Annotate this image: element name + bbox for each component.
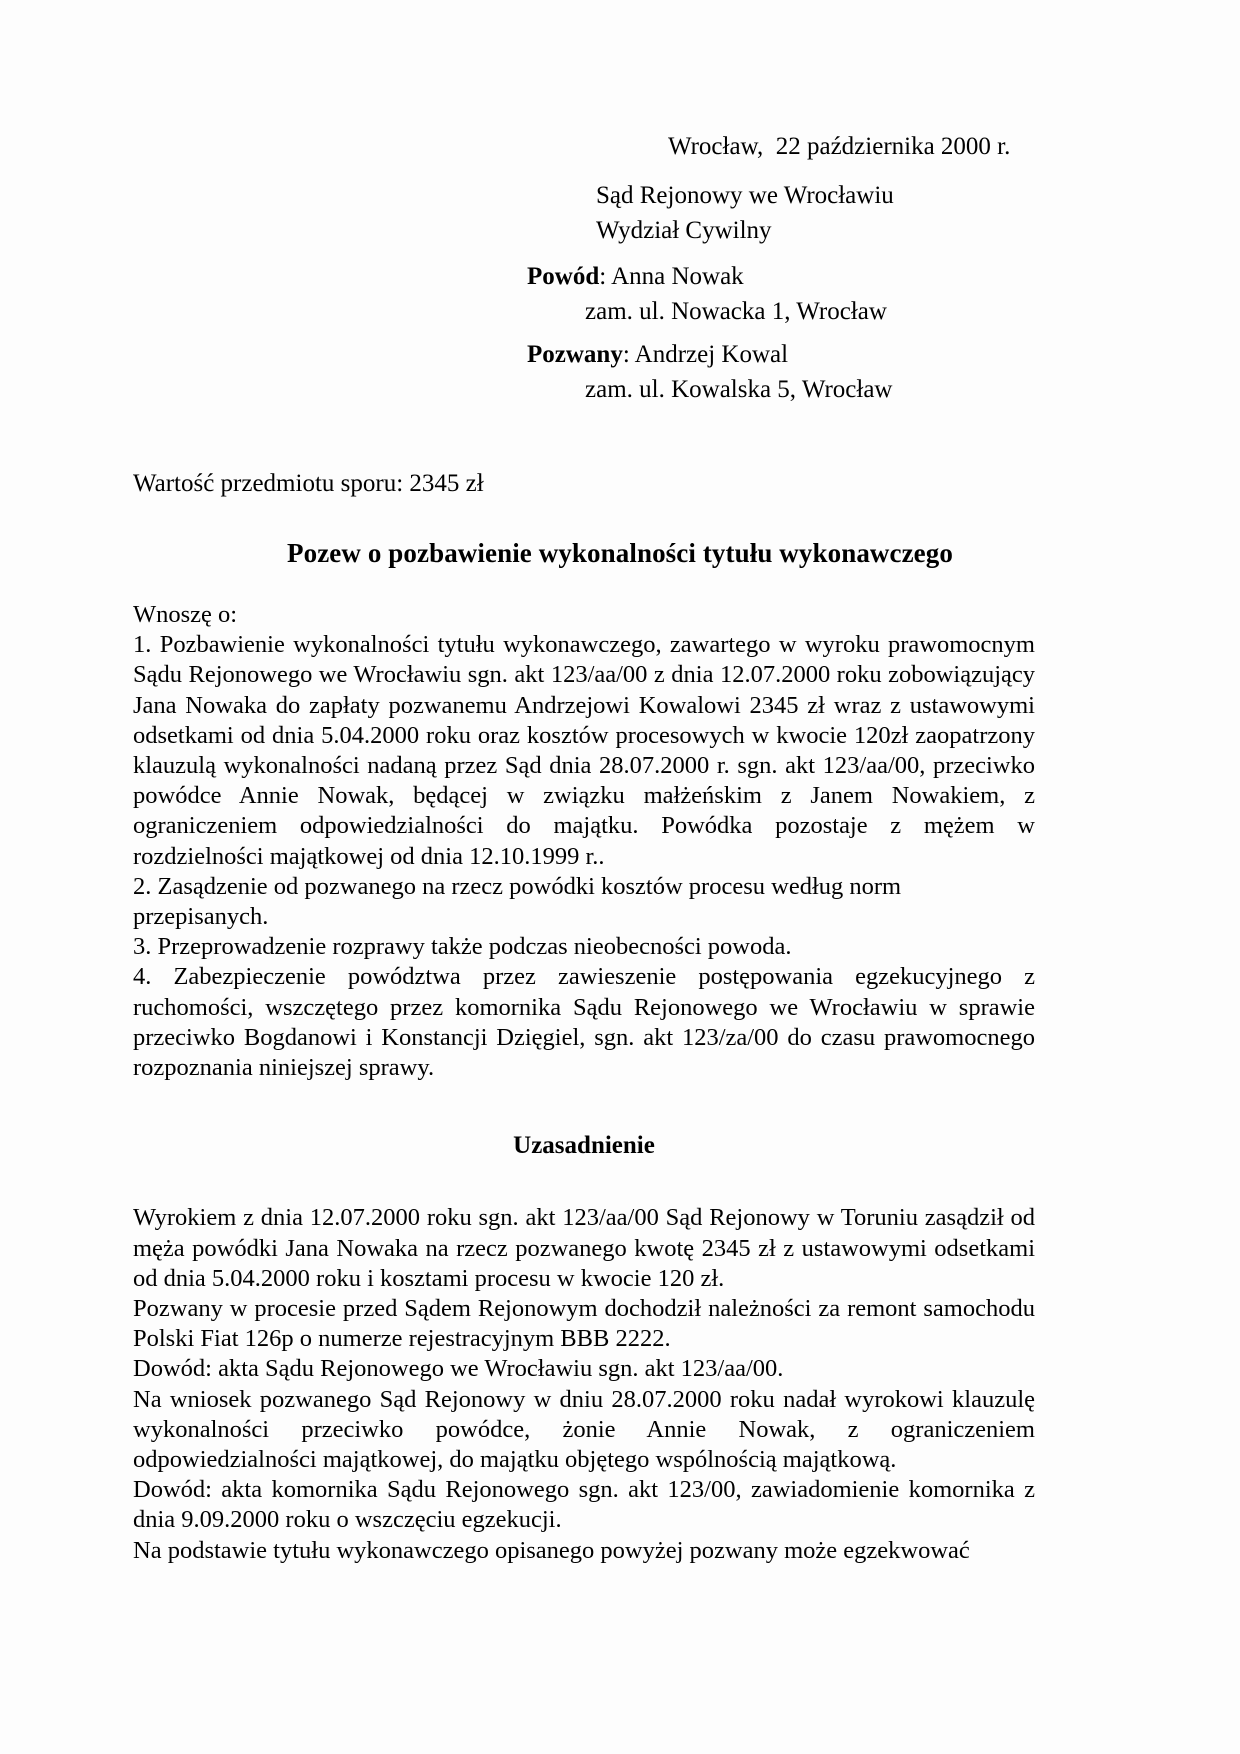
plaintiff-label-colon: :: [599, 263, 612, 290]
plaintiff-name-line: [527, 259, 1167, 294]
page-title: Pozew o pozbawienie wykonalności tytułu wykonawczego: [287, 538, 953, 568]
court-address-block: [596, 178, 1196, 248]
petition-item-3: 3. Przeprowadzenie rozprawy także podczas nieobecności powoda.: [133, 933, 792, 961]
defendant-block: [527, 337, 1167, 407]
justification-heading: Uzasadnienie: [513, 1132, 655, 1160]
claim-value: Wartość przedmiotu sporu: 2345 zł: [133, 470, 484, 497]
justification-paragraph-1: Wyrokiem z dnia 12.07.2000 roku sgn. akt 123/aa/00 Sąd Rejonowy w Toruniu zasądził od męża powódki Jana Nowaka na rzecz pozwanego kwotę 2345 zł z ustawowymi odsetkami od dnia 5.04.2000 roku i kosztami procesu w kwocie 120 zł.: [133, 1204, 1035, 1292]
petition-item-2: 2. Zasądzenie od pozwanego na rzecz powódki kosztów procesu według norm przepisanych.: [133, 872, 902, 931]
petition-intro: Wnoszę o:: [133, 601, 238, 628]
defendant-label: Pozwany: [527, 341, 623, 368]
petition-item-4: 4. Zabezpieczenie powództwa przez zawieszenie postępowania egzekucyjnego z ruchomości, wszczętego przez komornika Sądu Rejonowego we Wrocławiu w sprawie przeciwko Bogdanowi i Konstancji Dzięgiel, sgn. akt 123/za/00 do czasu prawomocnego rozpoznania niniejszej sprawy.: [133, 963, 1035, 1082]
justification-paragraph-4: Na wniosek pozwanego Sąd Rejonowy w dniu 28.07.2000 roku nadał wyrokowi klauzulę wykonalności przeciwko powódce, żonie Annie Nowak, z ograniczeniem odpowiedzialności majątkowej, do majątku objętego wspólnością majątkową.: [133, 1385, 1035, 1474]
defendant-label-colon: :: [622, 341, 635, 368]
plaintiff-label: Powód: [527, 263, 600, 290]
spacer-after-justification-heading: [133, 1161, 1035, 1203]
place-date-block: [668, 130, 1188, 164]
court-name: Sąd Rejonowy we Wrocławiu: [596, 182, 894, 209]
justification-paragraph-6: Na podstawie tytułu wykonawczego opisanego powyżej pozwany może egzekwować: [133, 1536, 970, 1564]
defendant-address: zam. ul. Kowalska 5, Wrocław: [585, 376, 893, 403]
document-body: [133, 600, 1035, 1566]
place-and-date: Wrocław, 22 października 2000 r.: [668, 133, 1011, 160]
justification-paragraph-3: Dowód: akta Sądu Rejonowego we Wrocławiu sgn. akt 123/aa/00.: [133, 1355, 784, 1383]
justification-paragraph-2: Pozwany w procesie przed Sądem Rejonowym dochodził należności za remont samochodu Polski Fiat 126p o numerze rejestracyjnym BBB 2222.: [133, 1295, 1035, 1353]
petition-item-1: 1. Pozbawienie wykonalności tytułu wykonawczego, zawartego w wyroku prawomocnym Sądu Rejonowego we Wrocławiu sgn. akt 123/aa/00 z dnia 12.07.2000 roku zobowiązujący Jana Nowaka do zapłaty pozwanemu Andrzejowi Kowalowi 2345 zł wraz z ustawowymi odsetkami od dnia 5.04.2000 roku oraz kosztów procesowych w kwocie 120zł zaopatrzony klauzulą wykonalności nadaną przez Sąd dnia 28.07.2000 r. sgn. akt 123/aa/00, przeciwko powódce Annie Nowak, będącej w związku małżeńskim z Janem Nowakiem, z ograniczeniem odpowiedzialności do majątku. Powódka pozostaje z mężem w rozdzielności majątkowej od dnia 12.10.1999 r..: [133, 631, 1035, 870]
defendant-name: Andrzej Kowal: [634, 341, 789, 368]
court-division: Wydział Cywilny: [596, 217, 772, 244]
spacer-before-justification: [133, 1083, 1035, 1131]
plaintiff-block: [527, 259, 1167, 329]
plaintiff-address: zam. ul. Nowacka 1, Wrocław: [585, 298, 887, 325]
plaintiff-name: Anna Nowak: [611, 263, 744, 290]
defendant-name-line: [527, 337, 1167, 372]
justification-paragraph-5: Dowód: akta komornika Sądu Rejonowego sgn. akt 123/00, zawiadomienie komornika z dnia 9.09.2000 roku o wszczęciu egzekucji.: [133, 1476, 1035, 1534]
